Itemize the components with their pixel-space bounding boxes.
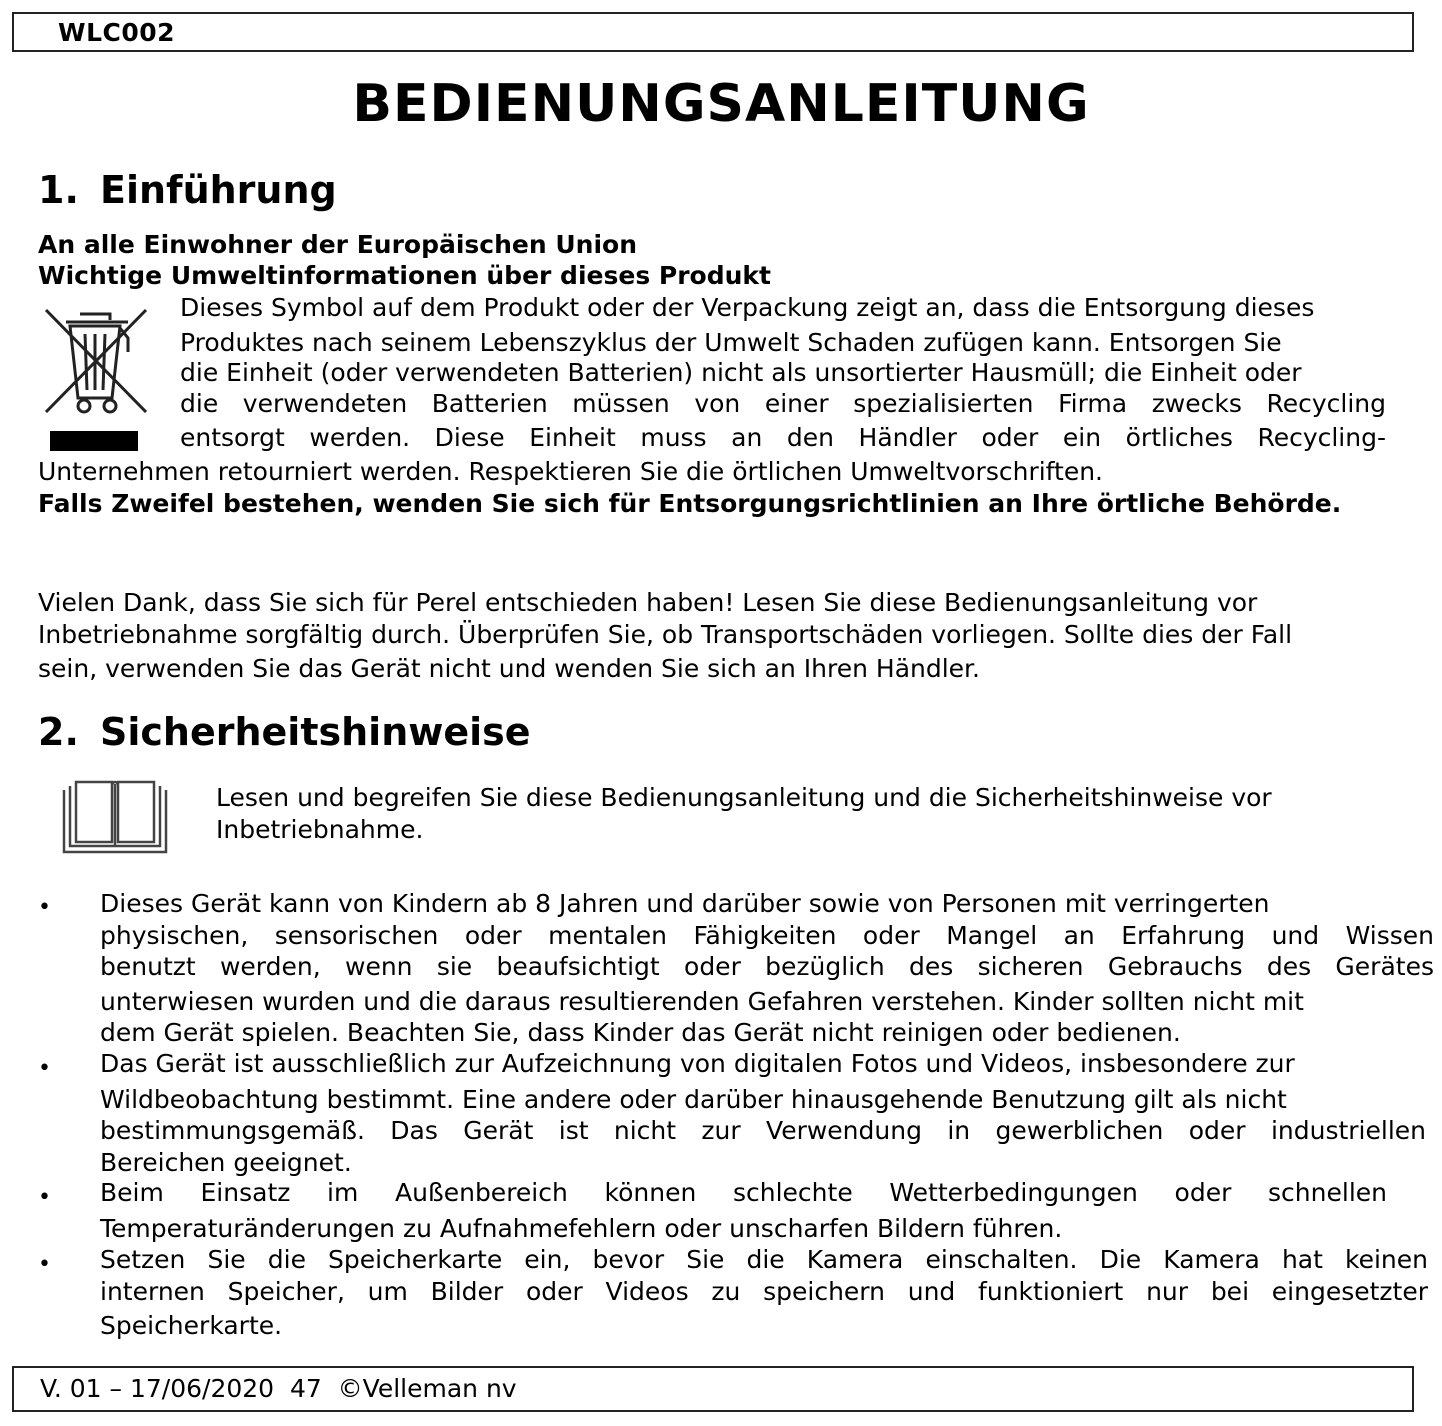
eu-heading-1: An alle Einwohner der Europäischen Union — [38, 230, 638, 259]
read-line: Inbetriebnahme. — [216, 814, 424, 844]
weee-line: die verwendeten Batterien müssen von einer spezialisierten Firma zwecks Recycling — [180, 388, 1386, 418]
footer-version: V. 01 – 17/06/2020 47 ©Velleman nv — [40, 1374, 517, 1403]
product-code: WLC002 — [58, 18, 176, 47]
bullet-line: Bereichen geeignet. — [100, 1147, 352, 1177]
bullet-line: Dieses Gerät kann von Kindern ab 8 Jahren und darüber sowie von Personen mit verringerten — [100, 889, 1270, 918]
disposal-advice: Falls Zweifel bestehen, wenden Sie sich für Entsorgungsrichtlinien an Ihre örtliche Behörde. — [38, 489, 1342, 518]
bullet-line: bestimmungsgemäß. Das Gerät ist nicht zur Verwendung in gewerblichen oder industriellen — [100, 1116, 1426, 1145]
bullet-dot: • — [38, 1056, 51, 1081]
section-1-heading — [38, 168, 337, 212]
weee-line: Dieses Symbol auf dem Produkt oder der Verpackung zeigt an, dass die Entsorgung dieses — [180, 293, 1315, 322]
eu-heading-2: Wichtige Umweltinformationen über dieses Produkt — [38, 261, 771, 290]
safety-bullet-1 — [100, 888, 1434, 1049]
section-2-heading — [38, 710, 531, 754]
bullet-line: Speicherkarte. — [100, 1311, 283, 1340]
section-1-title: Einführung — [100, 168, 337, 212]
read-line: Lesen und begreifen Sie diese Bedienungsanleitung und die Sicherheitshinweise vor — [216, 783, 1272, 812]
weee-line: entsorgt werden. Diese Einheit muss an den Händler oder ein örtliches Recycling- — [180, 423, 1386, 452]
document-title: BEDIENUNGSANLEITUNG — [352, 74, 1090, 134]
safety-bullet-4 — [100, 1244, 1428, 1342]
bullet-dot: • — [38, 1252, 51, 1277]
bullet-line: Wildbeobachtung bestimmt. Eine andere oder darüber hinausgehende Benutzung gilt als nicht — [100, 1084, 1287, 1114]
bullet-dot: • — [38, 895, 51, 920]
thanks-paragraph — [38, 587, 1292, 685]
thanks-line: Inbetriebnahme sorgfältig durch. Überprüfen Sie, ob Transportschäden vorliegen. Sollte dies der Fall — [38, 619, 1293, 649]
section-2-number: 2. — [38, 710, 79, 754]
weee-paragraph — [180, 292, 1386, 454]
header-box — [12, 12, 1414, 52]
bullet-line: benutzt werden, wenn sie beaufsichtigt oder bezüglich des sicheren Gebrauchs des Gerätes — [100, 952, 1434, 981]
safety-bullet-2 — [100, 1048, 1426, 1178]
bullet-dot: • — [38, 1185, 51, 1210]
weee-line: Produktes nach seinem Lebenszyklus der Umwelt Schaden zufügen kann. Entsorgen Sie — [180, 327, 1282, 357]
bullet-line: Setzen Sie die Speicherkarte ein, bevor Sie die Kamera einschalten. Die Kamera hat keinen — [100, 1245, 1428, 1274]
weee-last-line: Unternehmen retourniert werden. Respektieren Sie die örtlichen Umweltvorschriften. — [38, 457, 1104, 486]
bullet-line: internen Speicher, um Bilder oder Videos zu speichern und funktioniert nur bei eingesetzter — [100, 1276, 1428, 1306]
bullet-line: unterwiesen wurden und die daraus resultierenden Gefahren verstehen. Kinder sollten nicht mit — [100, 986, 1304, 1016]
bullet-line: physischen, sensorischen oder mentalen Fähigkeiten oder Mangel an Erfahrung und Wissen — [100, 920, 1434, 950]
section-1-number: 1. — [38, 168, 79, 212]
weee-bin-icon — [40, 300, 152, 458]
read-manual-book-icon — [60, 778, 170, 856]
bullet-line: Temperaturänderungen zu Aufnahmefehlern oder unscharfen Bildern führen. — [100, 1213, 1063, 1243]
weee-line: die Einheit (oder verwendeten Batterien) nicht als unsortierter Hausmüll; die Einheit oder — [180, 358, 1302, 387]
bullet-line: Das Gerät ist ausschließlich zur Aufzeichnung von digitalen Fotos und Videos, insbesondere zur — [100, 1049, 1295, 1078]
thanks-line: sein, verwenden Sie das Gerät nicht und wenden Sie sich an Ihren Händler. — [38, 654, 980, 683]
bullet-line: Beim Einsatz im Außenbereich können schlechte Wetterbedingungen oder schnellen — [100, 1178, 1387, 1207]
bullet-line: dem Gerät spielen. Beachten Sie, dass Kinder das Gerät nicht reinigen oder bedienen. — [100, 1018, 1181, 1047]
footer-box — [12, 1366, 1414, 1412]
thanks-line: Vielen Dank, dass Sie sich für Perel entschieden haben! Lesen Sie diese Bedienungsanleitung vor — [38, 588, 1258, 617]
section-2-title: Sicherheitshinweise — [100, 710, 531, 754]
read-manual-text — [216, 782, 1272, 845]
safety-bullet-3 — [100, 1177, 1387, 1244]
